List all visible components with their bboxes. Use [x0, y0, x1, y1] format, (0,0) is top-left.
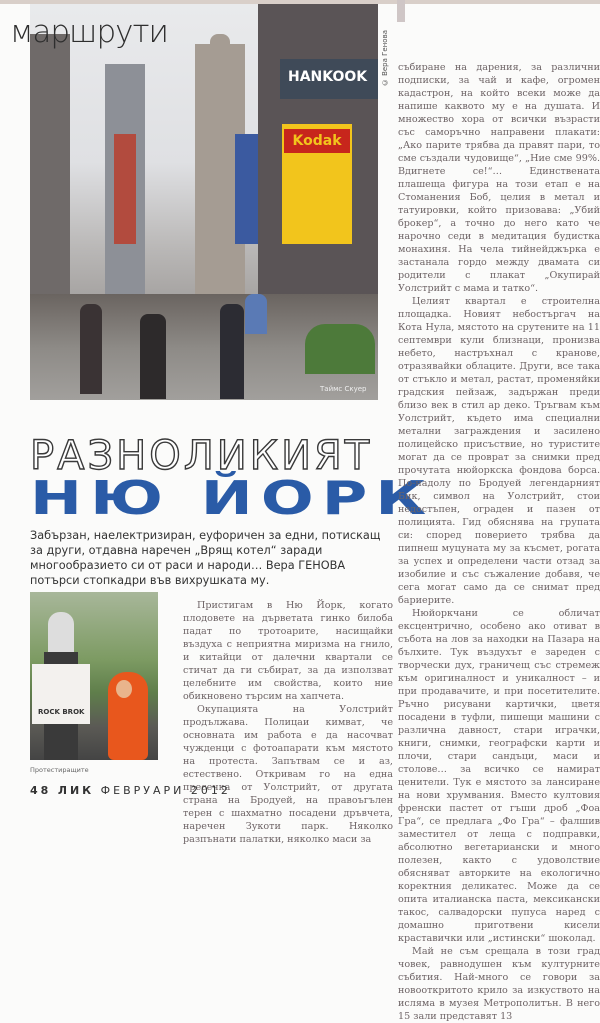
paragraph: Май не съм срещала в този град човек, равнодушен към културните събития. Най-много се говори за новооткритото крило за изкуството на исляма в музея Метрополитън. В него 15 зали представят 13 [398, 946, 600, 1022]
page-footer [30, 784, 231, 797]
page-number: 48 [30, 784, 52, 797]
article-column-middle [183, 599, 393, 846]
hankook-sign: HANKOOK [280, 59, 378, 99]
kodak-sign: Kodak [284, 129, 350, 153]
photo-location-caption: Таймс Скуер [320, 385, 367, 393]
section-label: маршрути [10, 14, 168, 50]
paragraph: Окупацията на Уолстрийт продължава. Полицаи кимват, че основната им работа е да насочват чужденци с фотоапарати към мястото на протеста. Запътвам се и аз, естествено. Откривам го на една пресечка от Уолстрийт, от другата страна на Бродуей, на правоъгълен терен с шахматно посадени дръвчета, наречен Зукоти парк. Няколко разпънати палатки, няколко маси за [183, 704, 393, 845]
scan-edge [397, 0, 405, 22]
paragraph: Нюйоркчани се обличат ексцентрично, особено ако отиват в събота на лов за находки на Пазара на бълхите. Тук въздухът е зареден с творчески дух, граничещ със стремеж към оригиналност и уникалност – и при продавачите, и при посетителите. Ръчно рисувани картички, цветя посадени в туфли, пишещи машини с различна давност, стари играчки, книги, снимки, географски карти и плочи, стари сандъци, маси и столове… за всичко се намират ценители. Тук е мястото за лансиране на нови хрумвания. Вместо култовия френски пастет от гъши дроб „Фоа Гра“, се предлага „Фо Гра“ – фалшив заместител от леща с подправки, абсолютно вегетариански и много полезен, както с удоволствие обясняват авторките на екологично коректния деликатес. Може да се опита италианска паста, мексикански такос, салвадорски пупуса наред с домашно приготвени кисели краставички или „истински“ шоколад. [398, 608, 600, 944]
times-square-photo [30, 4, 378, 400]
paragraph: събиране на дарения, за различни подписки, за чай и кафе, огромен кадастрон, на който всеки може да напише каквото му е на душата. И множество хора от всички възрасти със саморъчно направени плакати: „Ако парите трябва да правят пари, то сме създали чудовище“, „Ние сме 99%. Вдигнете се!“… Единствената плашеща фигура на този етап е на Стоманения Боб, целия в метал и татуировки, който призовава: „Убий брокер“, а точно до него като че нарочно седи в медитация будистка монахиня. На чела тийнейджърка е застанала гордо между двамата си родители с плакат „Окупирай Уолстрийт с мама и татко“. [398, 62, 600, 294]
paragraph: Целият квартал е строителна площадка. Новият небостъргач на Кота Нула, мястото на срутените на 11 септември кули близнаци, пронизва небето, настръхнал с кранове, отразявайки облаците. Други, все така от стъкло и метал, растат, променяйки градския пейзаж, задържан преди близо век в стил ар деко. Тръгвам към Уолстрийт, където има специални метални заграждения и засилено полицейско присъствие, но туристите могат да се проврат за снимки пред прочутата нюйоркска фондова борса. По-надолу по Бродуей легендарният Бик, символ на Уолстрийт, стои недостъпен, ограден и пазен от полицията. Гид обяснява на групата си: според поверието трябва да пипнеш муцуната му за късмет, рогата за успех и определени части отзад за изобилие и със съжаление добавя, че сега могат само да се снимат пред бариерите. [398, 296, 600, 606]
intro-lead: Забързан, наелектризиран, еуфоричен за едни, потискащ за други, отдавна наречен „Врящ котел“ заради многообразието си от раси и народи… Вера ГЕНОВА потърси стопкадри във вихрушката му. [30, 529, 381, 587]
paragraph: Пристигам в Ню Йорк, когато плодовете на дърветата гинко билоба падат по тротоарите, насищайки въздуха с неприятна миризма на гнило, и китайци от далечни квартали се стичат да ги събират, за да използват целебните им свойства, които ние обикновено търсим на хапчета. [183, 600, 393, 702]
protesters-photo [30, 592, 158, 760]
photo-caption: Протестиращите [30, 766, 89, 774]
headline-line2: НЮ ЙОРК [30, 471, 435, 525]
photo-credit: © Вера Генова [381, 30, 389, 87]
article-column-right [398, 61, 600, 1023]
magazine-name: ЛИК [57, 784, 95, 797]
headline-line1: РАЗНОЛИКИЯТ [30, 433, 373, 479]
issue-date: ФЕВРУАРИ 2012 [100, 784, 231, 797]
protest-sign: ROCK BROK [32, 664, 90, 724]
